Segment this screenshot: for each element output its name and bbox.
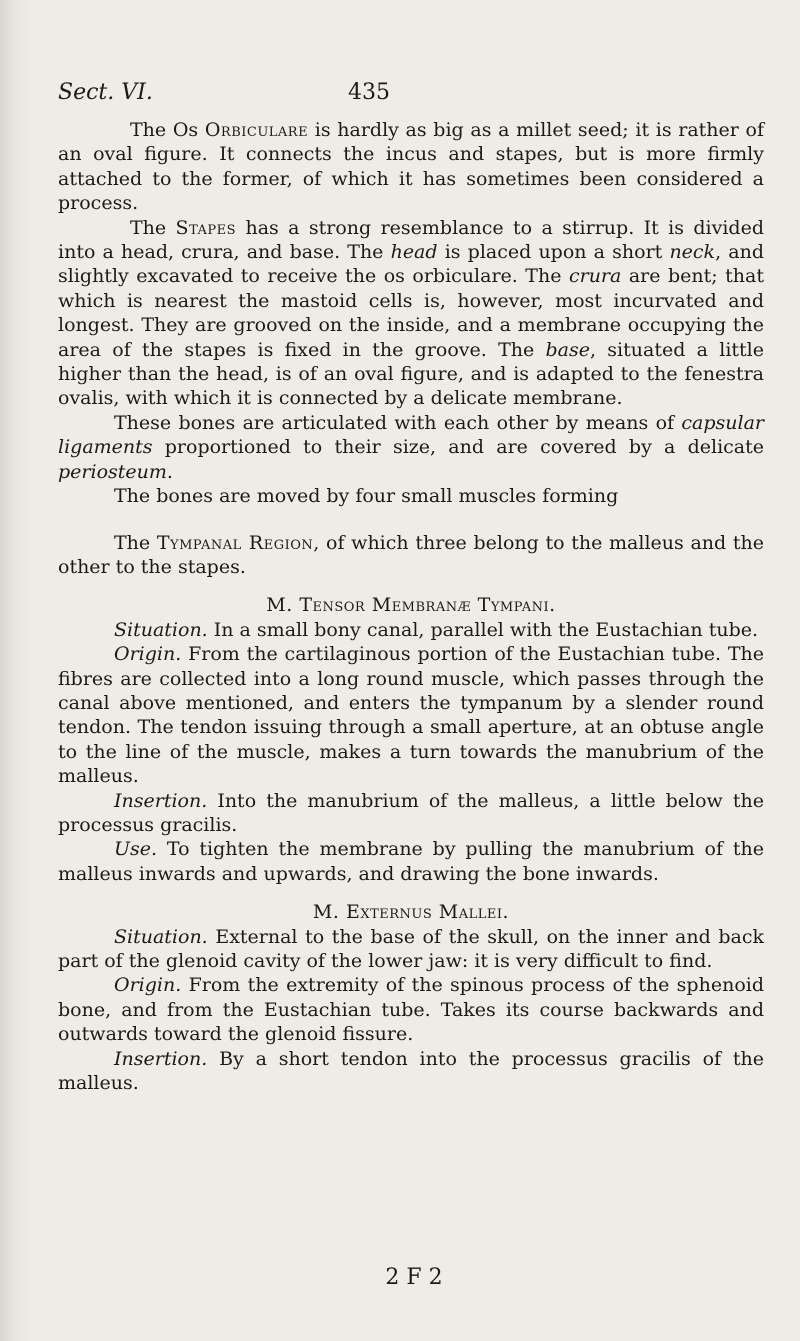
term-base: base: [545, 338, 590, 361]
term-orbiculare: Orbiculare: [204, 119, 309, 141]
label-insertion: Insertion.: [114, 789, 208, 812]
term-tympanal-region: Tympanal Region: [156, 531, 314, 554]
tensor-situation: Situation. In a small bony canal, parallel with the Eustachian tube.: [114, 618, 759, 641]
tensor-insertion: Insertion. Into the manubrium of the malleus, a little below the processus gracilis.: [58, 789, 764, 836]
tensor-origin: Origin. From the cartilaginous portion of the Eustachian tube. The fibres are collected into a long round muscle, which passes through the canal above mentioned, and enters the tympanum by a slender round tendon. The tendon issuing through a small aperture, at an obtuse angle to the line of the muscle, makes a turn towards the manubrium of the malleus.: [58, 643, 764, 788]
paragraph-tympanal-region: The Tympanal Region, of which three belong to the malleus and the other to the stapes.: [58, 531, 764, 578]
term-head: head: [390, 241, 438, 264]
label-origin: Origin.: [114, 974, 182, 997]
term-neck: neck: [669, 241, 716, 264]
externus-origin: Origin. From the extremity of the spinous process of the sphenoid bone, and from the Eustachian tube. Takes its course backwards and outwards toward the glenoid fissure.: [58, 974, 764, 1046]
signature-mark: 2 F 2: [385, 1265, 443, 1290]
paragraph-muscles-intro: The bones are moved by four small muscles forming: [114, 485, 619, 508]
page-number: 435: [348, 80, 390, 105]
externus-insertion: Insertion. By a short tendon into the processus gracilis of the malleus.: [58, 1047, 764, 1095]
term-crura: crura: [568, 265, 622, 288]
heading-tensor-membranae-tympani: M. Tensor Membranæ Tympani.: [266, 594, 556, 617]
page-gutter: [0, 0, 30, 1341]
heading-externus-mallei: M. Externus Mallei.: [312, 901, 510, 924]
paragraph-orbiculare: The Os Orbiculare is hardly as big as a millet seed; it is rather of an oval figure. It connects the incus and stapes, but is more firmly attached to the former, of which it has sometimes been considered a process.: [58, 119, 765, 215]
label-insertion: Insertion.: [114, 1047, 208, 1070]
label-situation: Situation.: [114, 618, 208, 641]
label-origin: Origin.: [114, 643, 182, 666]
page-body: [58, 118, 764, 1095]
paragraph-articulation: These bones are articulated with each other by means of capsular ligaments proportioned to their size, and are covered by a delicate periosteum.: [58, 411, 764, 483]
tensor-use: Use. To tighten the membrane by pulling the manubrium of the malleus inwards and upwards, and drawing the bone inwards.: [58, 838, 764, 885]
externus-situation: Situation. External to the base of the skull, on the inner and back part of the glenoid cavity of the lower jaw: it is very difficult to find.: [58, 925, 764, 972]
section-label: Sect. VI.: [58, 80, 153, 105]
term-periosteum: periosteum: [58, 460, 167, 483]
paragraph-stapes: The Stapes has a strong resemblance to a stirrup. It is divided into a head, crura, and base. The head is placed upon a short neck, and slightly excavated to receive the os orbiculare. The crura are bent; that which is nearest the mastoid cells is, however, most incurvated and longest. They are grooved on the inside, and a membrane occupying the area of the stapes is fixed in the groove. The base, situated a little higher than the head, is of an oval figure, and is adapted to the fenestra ovalis, with which it is connected by a delicate membrane.: [58, 216, 764, 410]
term-capsular-ligaments: capsular ligaments: [58, 411, 764, 459]
term-stapes: Stapes: [175, 216, 237, 239]
running-header: [58, 80, 770, 110]
label-situation: Situation.: [114, 925, 208, 948]
label-use: Use.: [114, 838, 158, 861]
